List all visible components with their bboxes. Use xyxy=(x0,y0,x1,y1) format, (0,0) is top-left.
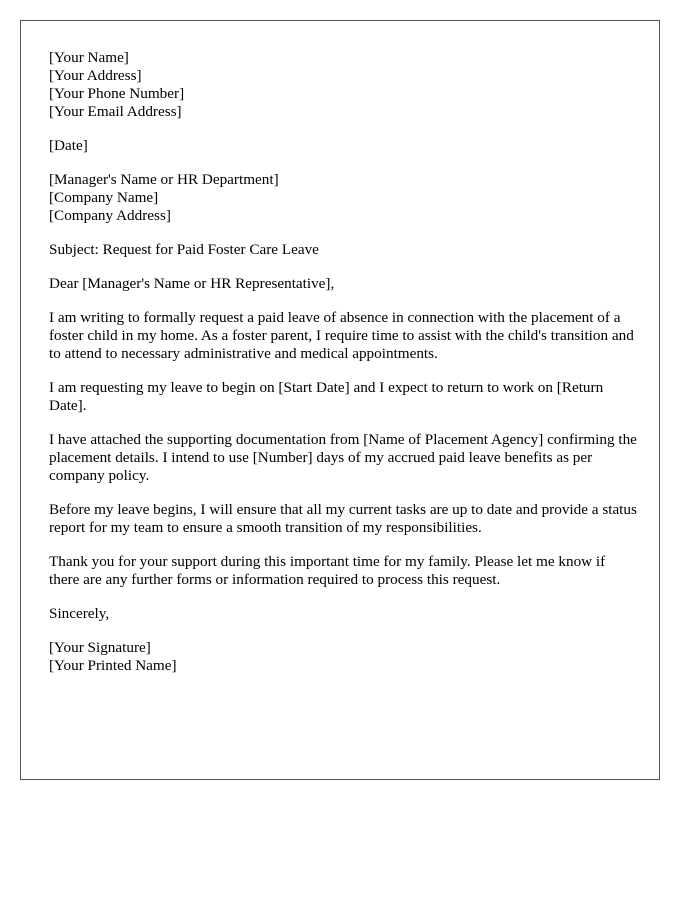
subject-line: Subject: Request for Paid Foster Care Leave xyxy=(49,241,319,258)
salutation: Dear [Manager's Name or HR Representative], xyxy=(49,275,335,292)
letter-date: [Date] xyxy=(49,137,88,154)
letter-body xyxy=(49,49,639,691)
body-paragraph-2: I am requesting my leave to begin on [Start Date] and I expect to return to work on [Return Date]. xyxy=(49,379,604,414)
sender-phone: [Your Phone Number] xyxy=(49,85,185,102)
signature-line: [Your Signature] xyxy=(49,639,151,656)
letter-page xyxy=(20,20,660,780)
sender-name: [Your Name] xyxy=(49,49,129,66)
closing: Sincerely, xyxy=(49,605,110,622)
recipient-company: [Company Name] xyxy=(49,189,159,206)
recipient-address: [Company Address] xyxy=(49,207,171,224)
date-block xyxy=(49,137,639,155)
body-paragraph-4: Before my leave begins, I will ensure that all my current tasks are up to date and provide a status report for my team to ensure a smooth transition of my responsibilities. xyxy=(49,501,637,536)
sender-address: [Your Address] xyxy=(49,67,142,84)
signature-block xyxy=(49,639,639,675)
printed-name: [Your Printed Name] xyxy=(49,657,177,674)
body-paragraph-3: I have attached the supporting documentation from [Name of Placement Agency] confirming the placement details. I intend to use [Number] days of my accrued paid leave benefits as per company policy. xyxy=(49,431,637,484)
body-paragraph-1: I am writing to formally request a paid leave of absence in connection with the placement of a foster child in my home. As a foster parent, I require time to assist with the child's transition and to attend to necessary administrative and medical appointments. xyxy=(49,309,634,362)
body-paragraph-5: Thank you for your support during this important time for my family. Please let me know if there are any further forms or information required to process this request. xyxy=(49,553,606,588)
sender-email: [Your Email Address] xyxy=(49,103,182,120)
recipient-block xyxy=(49,171,639,225)
recipient-name: [Manager's Name or HR Department] xyxy=(49,171,279,188)
sender-block xyxy=(49,49,639,121)
